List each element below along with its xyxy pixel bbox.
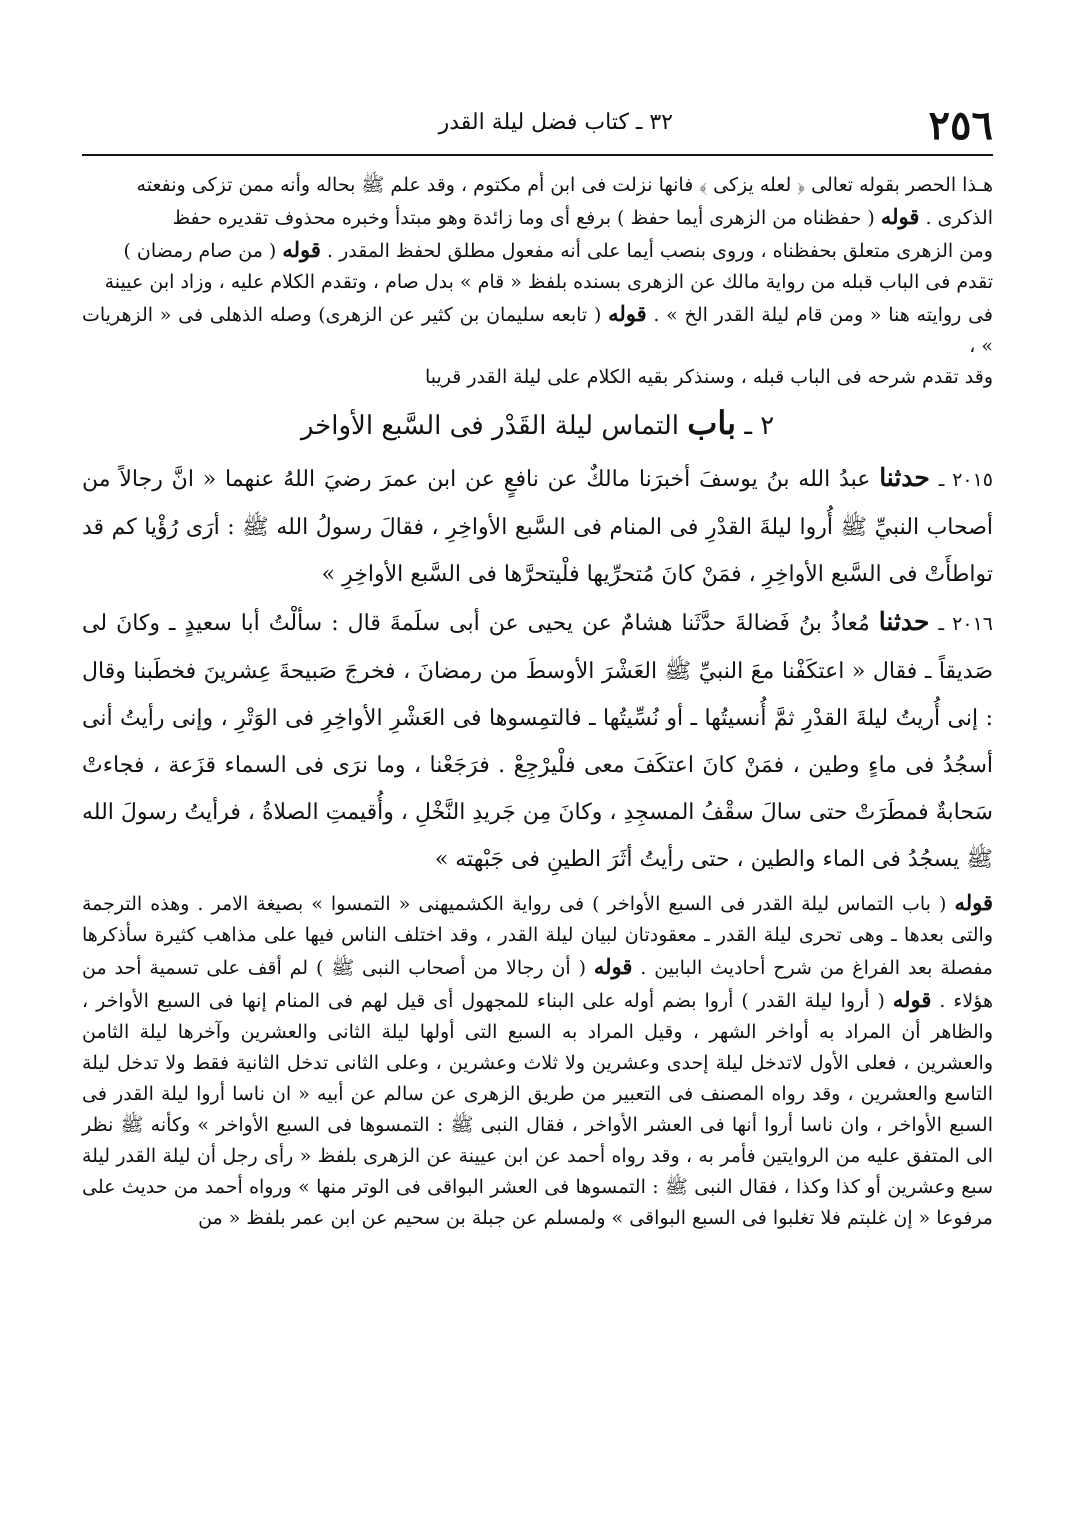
page-header bbox=[82, 96, 993, 156]
commentary-text: ( أن رجالا من أصحاب النبى ﷺ ) لم أقف على تسمية أحد من هؤلاء . bbox=[82, 957, 994, 1012]
chapter-title bbox=[82, 399, 993, 450]
page-number: ٢٥٦ bbox=[928, 102, 993, 149]
hadith-text: مُعاذُ بنُ فَضالةَ حدَّثَنا هشامٌ عن يحيى عن أبى سلَمةَ قال : سألْتُ أبا سعيدٍ ـ وكانَ لى صَديقاً ـ فقال « اعتكَفْنا معَ النبيِّ ﷺ العَشْرَ الأوسطَ من رمضانَ ، فخرجَ صَبيحةَ عِشرينَ فخطَبنا وقال : إنى أُريتُ ليلةَ القدْرِ ثمَّ أُنسيتُها ـ أو نُسِّيتُها ـ فالتمِسوها فى العَشْرِ الأواخِرِ فى الوَتْرِ ، وإنى رأيتُ أنى أسجُدُ فى ماءٍ وطين ، فمَنْ كانَ اعتكَفَ معى فلْيرْجِعْ . فرَجَعْنا ، وما نرَى فى السماء قزَعة ، فجاءتْ سَحابةٌ فمطَرَتْ حتى سالَ سقْفُ المسجِدِ ، وكانَ مِن جَريدِ النَّخْلِ ، وأُقيمتِ الصلاةُ ، فرأيتُ رسولَ الله ﷺ يسجُدُ فى الماء والطين ، حتى رأيتُ أثَرَ الطينِ فى جَبْهته » bbox=[82, 611, 993, 872]
hadith-2015 bbox=[82, 454, 993, 598]
qawluh-keyword: قوله bbox=[282, 237, 321, 262]
page-body bbox=[82, 170, 993, 1234]
qawluh-keyword: قوله bbox=[880, 204, 920, 229]
hadith-text: عبدُ الله بنُ يوسفَ أخبرَنا مالكٌ عن نافعٍ عن ابن عمرَ رضيَ اللهُ عنهما « انَّ رجالاً من أصحاب النبيِّ ﷺ أُروا ليلةَ القدْرِ فى المنام فى السَّبع الأواخِرِ ، فقالَ رسولُ الله ﷺ : أرَى رُؤْيا كم قد تواطأَتْ فى السَّبع الأواخِرِ ، فمَنْ كانَ مُتحرِّيها فلْيتحرَّها فى السَّبع الأواخِرِ » bbox=[82, 467, 993, 587]
running-title: ٣٢ ـ كتاب فضل ليلة القدر bbox=[438, 110, 673, 135]
intro-text: ( من صام رمضان ) bbox=[123, 240, 277, 262]
haddathana-keyword: حدثنا bbox=[878, 607, 930, 636]
commentary-text: ( باب التماس ليلة القدر فى السبع الأواخر ) فى رواية الكشميهنى « التمسوا » بصيغة الامر . وهذه الترجمة والتى بعدها ـ وهى تحرى ليلة القدر ـ معقودتان لبيان ليلة القدر ، وقد اختلف الناس فيها على مذاهب كثيرة سأذكرها مفصلة بعد الفراغ من شرح أحاديث البابين . bbox=[82, 893, 993, 979]
intro-line bbox=[82, 201, 993, 234]
commentary-text: ( أروا ليلة القدر ) أروا بضم أوله على البناء للمجهول أى قيل لهم فى المنام إنها فى السبع الأواخر ، والظاهر أن المراد به أواخر الشهر ، وقيل المراد به السبع التى أولها ليلة الثانى والعشرين وآخرها ليلة الثامن والعشرين ، فعلى الأول لاتدخل ليلة إحدى وعشرين ولا ثلاث وعشرين ، وعلى الثانى تدخل الثانية فقط ولا تدخل ليلة التاسع والعشرين ، وقد رواه المصنف فى التعبير من طريق الزهرى عن سالم عن أبيه « ان ناسا أروا ليلة القدر فى السبع الأواخر ، وان ناسا أروا أنها فى العشر الأواخر ، فقال النبى ﷺ : التمسوها فى السبع الأواخر » وكأنه ﷺ نظر الى المتفق عليه من الروايتين فأمر به ، وقد رواه أحمد عن ابن عيينة عن الزهرى بلفظ « رأى رجل أن ليلة القدر ليلة سبع وعشرين أو كذا وكذا ، فقال النبى ﷺ : التمسوها فى العشر البواقى فى الوتر منها » ورواه أحمد من حديث على مرفوعا « إن غلبتم فلا تغلبوا فى السبع البواقى » ولمسلم عن جبلة بن سحيم عن ابن عمر بلفظ « من bbox=[82, 990, 993, 1229]
intro-line bbox=[82, 298, 993, 362]
intro-line bbox=[82, 234, 993, 267]
qawluh-keyword: قوله bbox=[608, 301, 647, 326]
intro-text: ( تابعه سليمان بن كثير عن الزهرى) وصله الذهلى فى « الزهريات » ، bbox=[82, 304, 993, 357]
qawluh-keyword: قوله bbox=[892, 987, 932, 1012]
hadith-number: ٢٠١٥ ـ bbox=[938, 469, 994, 491]
intro-text: ومن الزهرى متعلق بحفظناه ، وروى بنصب أيما على أنه مفعول مطلق لحفظ المقدر . bbox=[326, 240, 993, 262]
commentary-paragraph bbox=[82, 887, 993, 1234]
intro-text: الذكرى . bbox=[925, 207, 993, 229]
intro-text: فى روايته هنا « ومن قام ليلة القدر الخ » . bbox=[653, 304, 994, 326]
chapter-number: ٢ ـ bbox=[744, 411, 775, 441]
intro-line: وقد تقدم شرحه فى الباب قبله ، وسنذكر بقيه الكلام على ليلة القدر قريبا bbox=[424, 366, 993, 388]
commentary bbox=[82, 887, 993, 1234]
intro-line: تقدم فى الباب قبله من رواية مالك عن الزهرى بسنده بلفظ « قام » بدل صام ، وتقدم الكلام عليه ، وزاد ابن عيينة bbox=[104, 271, 993, 293]
chapter-heading: التماس ليلة القَدْر فى السَّبع الأواخر bbox=[300, 411, 680, 441]
intro-text: ( حفظناه من الزهرى أيما حفظ ) برفع أى وما زائدة وهو مبتدأ وخبره محذوف تقديره حفظ bbox=[172, 207, 875, 229]
intro-commentary bbox=[82, 170, 993, 393]
hadith-number: ٢٠١٦ ـ bbox=[938, 613, 993, 635]
intro-line: هـذا الحصر بقوله تعالى ﴿ لعله يزكى ﴾ فانها نزلت فى ابن أم مكتوم ، وقد علم ﷺ بحاله وأنه ممن تزكى ونفعته bbox=[136, 174, 993, 196]
hadith-2016 bbox=[82, 598, 993, 883]
haddathana-keyword: حدثنا bbox=[879, 463, 930, 492]
qawluh-keyword: قوله bbox=[954, 890, 993, 915]
chapter-bab: باب bbox=[687, 404, 737, 442]
qawluh-keyword: قوله bbox=[593, 954, 633, 979]
